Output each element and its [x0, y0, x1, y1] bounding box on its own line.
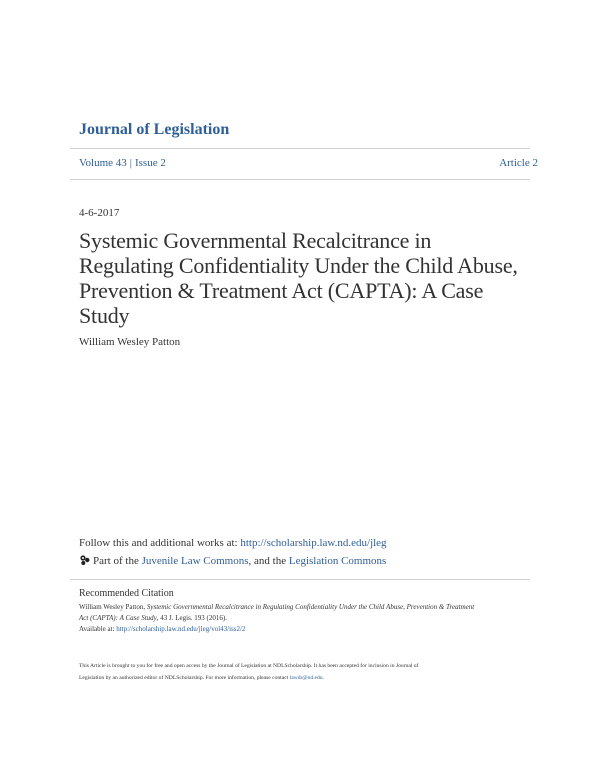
- publication-date: 4-6-2017: [79, 207, 120, 219]
- citation-source: , 43 J. Legis. 193 (2016).: [156, 614, 227, 622]
- author-name: William Wesley Patton: [79, 336, 181, 348]
- contact-email-link[interactable]: lawdr@nd.edu: [289, 675, 323, 681]
- part-of-prefix: Part of the: [93, 555, 142, 567]
- access-notice-suffix: .: [322, 675, 325, 681]
- article-title-line: Study: [79, 303, 130, 328]
- legislation-commons-link[interactable]: Legislation Commons: [288, 555, 387, 567]
- citation-url-link[interactable]: http://scholarship.law.nd.edu/jleg/vol43/iss2/2: [116, 625, 246, 633]
- header-divider-bottom: [70, 179, 530, 180]
- commons-network-icon: [79, 554, 91, 566]
- access-notice: [79, 660, 524, 684]
- recommended-citation-heading: Recommended Citation: [79, 588, 174, 599]
- article-link[interactable]: Article 2: [499, 157, 538, 169]
- citation-title-part-1: Systemic Governmental Recalcitrance in Regulating Confidentiality Under the Child Abuse, Prevention & Treatment: [146, 603, 475, 611]
- header-divider-top: [70, 148, 530, 149]
- citation-author: William Wesley Patton,: [79, 603, 147, 611]
- article-title-line: Systemic Governmental Recalcitrance in: [79, 228, 432, 253]
- part-of-line: [79, 554, 386, 567]
- article-title-line: Prevention & Treatment Act (CAPTA): A Case: [79, 278, 484, 303]
- citation-line-3: [79, 624, 529, 635]
- citation-line-1: [79, 602, 529, 613]
- citation-line-2: [79, 613, 529, 624]
- journal-title[interactable]: [79, 121, 229, 139]
- citation-title-part-2: Act (CAPTA): A Case Study: [79, 614, 157, 622]
- article-title: [79, 228, 549, 328]
- volume-link[interactable]: Volume 43: [79, 157, 127, 169]
- access-notice-line-1: This Article is brought to you for free and open access by the Journal of Legislation at NDLScholarship. It has been accepted for inclusion in Journal of: [79, 663, 419, 669]
- article-title-line: Regulating Confidentiality Under the Child Abuse,: [79, 253, 518, 278]
- volume-issue-row: [79, 157, 538, 169]
- access-notice-prefix: Legislation by an authorized editor of NDLScholarship. For more information, please contact: [79, 675, 290, 681]
- available-at-label: Available at:: [79, 625, 117, 633]
- part-of-middle: , and the: [248, 555, 289, 567]
- juvenile-law-commons-link[interactable]: Juvenile Law Commons: [141, 555, 249, 567]
- follow-line: [79, 537, 387, 549]
- recommended-citation-body: [79, 602, 529, 635]
- follow-prefix: Follow this and additional works at:: [79, 537, 241, 549]
- volume-issue-separator: |: [129, 157, 132, 169]
- issue-link[interactable]: Issue 2: [134, 157, 166, 169]
- follow-url-link[interactable]: http://scholarship.law.nd.edu/jleg: [240, 537, 387, 549]
- access-notice-line-2: [79, 672, 524, 684]
- journal-title-link[interactable]: Journal of Legislation: [79, 121, 230, 138]
- citation-divider: [70, 579, 530, 580]
